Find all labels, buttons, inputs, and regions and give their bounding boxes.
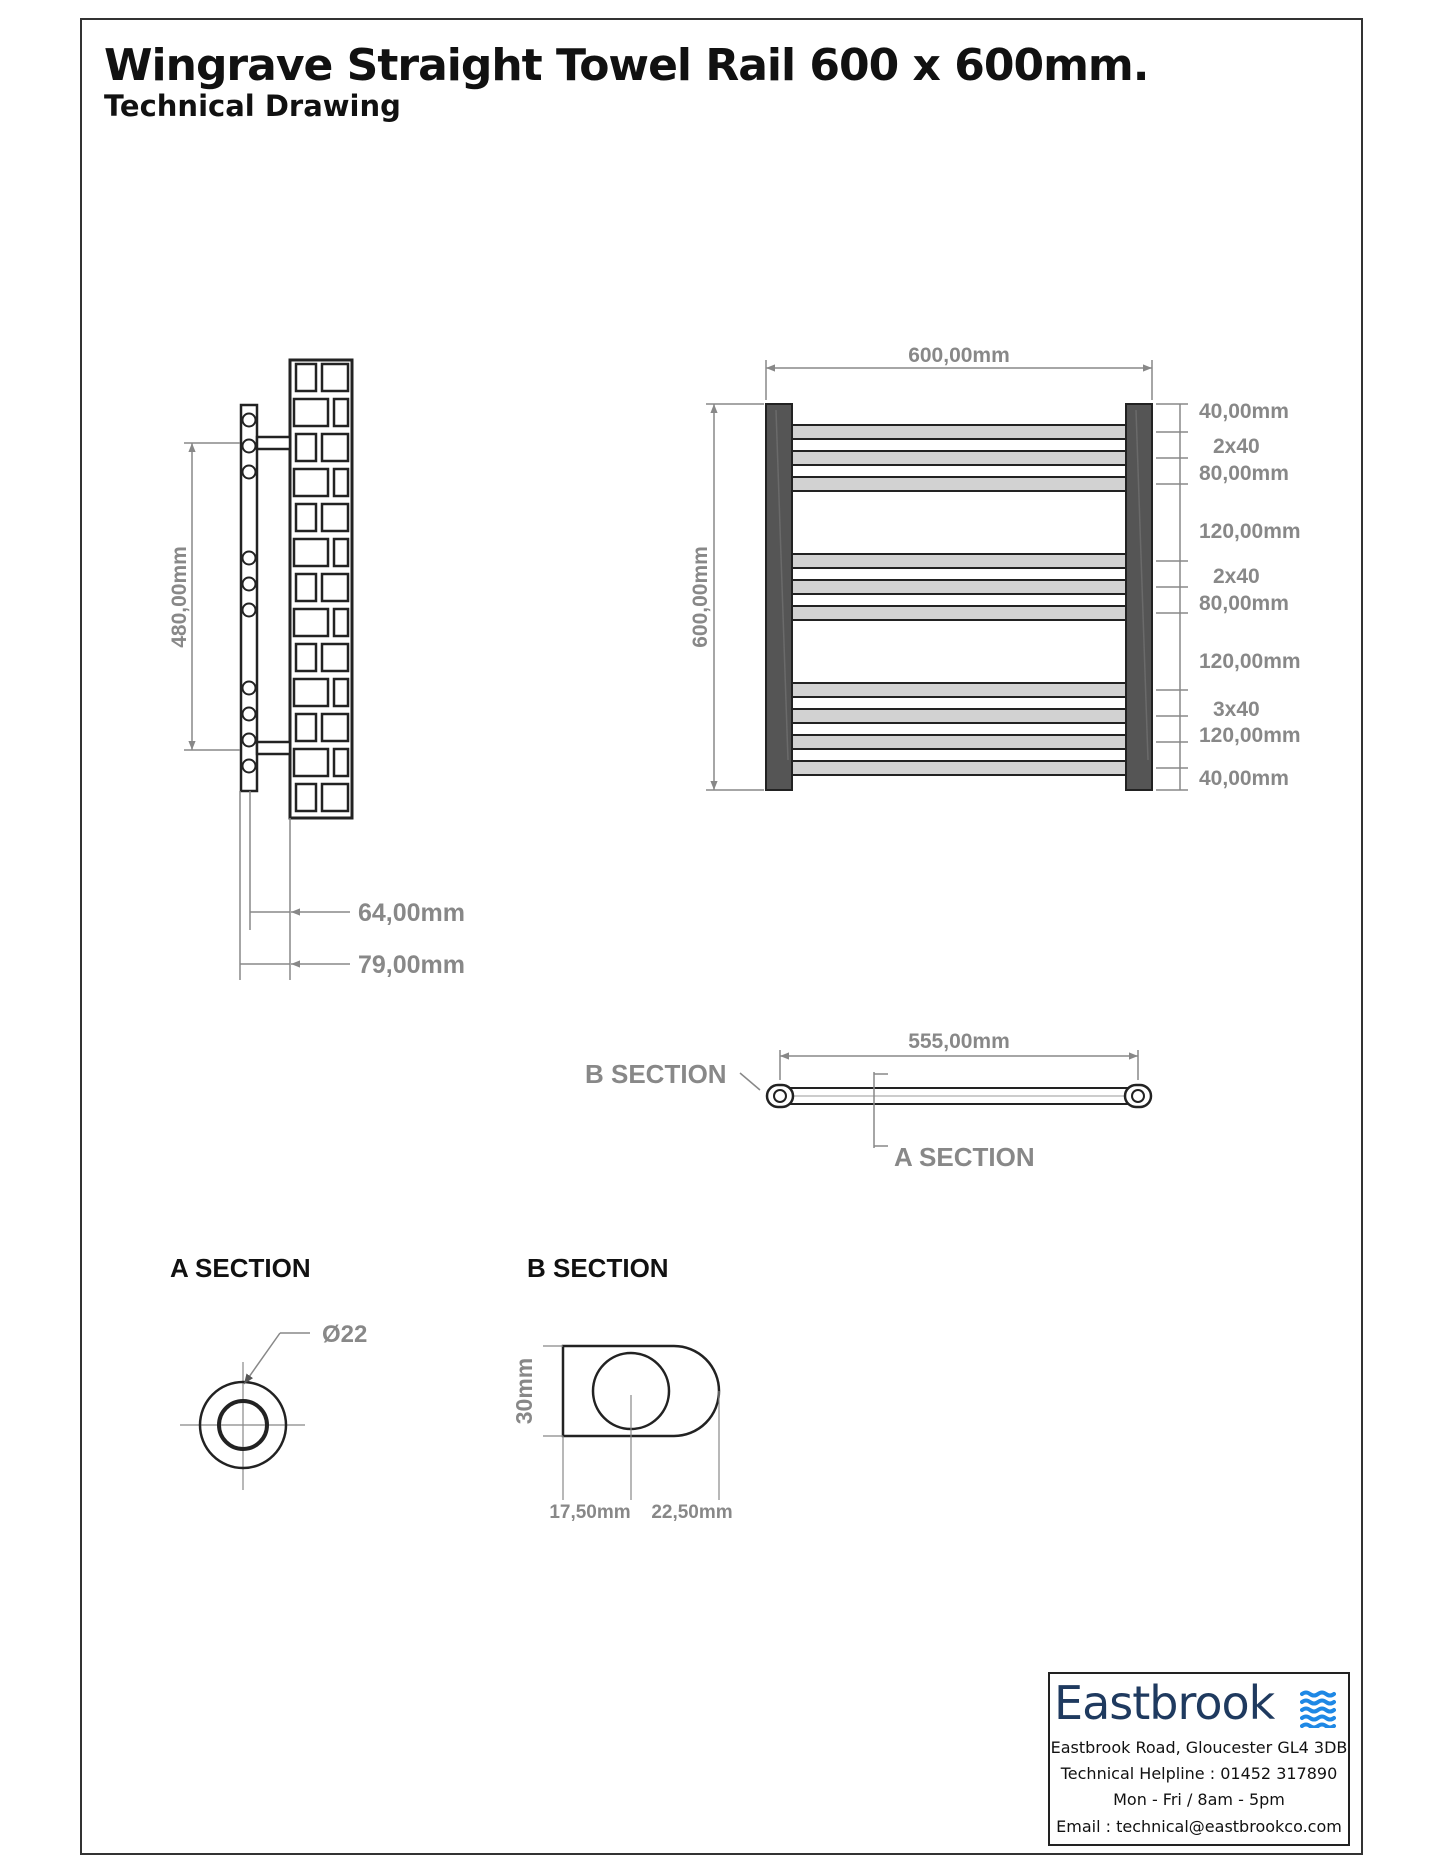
brick bbox=[322, 714, 348, 741]
wave-line bbox=[1302, 1701, 1334, 1704]
brick bbox=[294, 679, 328, 706]
right-upright bbox=[1126, 404, 1152, 790]
bolt-dot bbox=[243, 414, 256, 427]
brick bbox=[296, 434, 316, 461]
brick bbox=[334, 399, 348, 426]
section-b bbox=[511, 1253, 733, 1523]
wave-line bbox=[1302, 1725, 1334, 1728]
page-subtitle: Technical Drawing bbox=[104, 89, 401, 123]
brick bbox=[334, 679, 348, 706]
crossbar bbox=[790, 709, 1128, 723]
crossbar bbox=[790, 451, 1128, 465]
spacing-label: 3x40 bbox=[1213, 698, 1260, 721]
brick bbox=[296, 574, 316, 601]
spacing-label: 2x40 bbox=[1213, 435, 1260, 458]
brick bbox=[334, 469, 348, 496]
crossbar bbox=[790, 735, 1128, 749]
bolt-dot bbox=[243, 734, 256, 747]
crossbar bbox=[790, 580, 1128, 594]
spacing-label: 40,00mm bbox=[1199, 767, 1289, 790]
wave-line bbox=[1302, 1709, 1334, 1712]
section-b-title: B SECTION bbox=[527, 1253, 669, 1283]
bolt-dot bbox=[243, 604, 256, 617]
bolt-dot bbox=[243, 760, 256, 773]
brick bbox=[294, 749, 328, 776]
spacing-label: 2x40 bbox=[1213, 565, 1260, 588]
company-helpline: Technical Helpline : 01452 317890 bbox=[1060, 1764, 1338, 1783]
brick bbox=[294, 469, 328, 496]
brick bbox=[334, 609, 348, 636]
bolt-dot bbox=[243, 552, 256, 565]
top-b-callout: B SECTION bbox=[585, 1059, 727, 1089]
brick bbox=[322, 434, 348, 461]
spacing-label: 40,00mm bbox=[1199, 400, 1289, 423]
brick-wall bbox=[290, 360, 352, 818]
section-a bbox=[170, 1253, 367, 1490]
crossbar bbox=[790, 761, 1128, 775]
crossbar bbox=[790, 606, 1128, 620]
brick bbox=[294, 399, 328, 426]
side-height-label: 480,00mm bbox=[168, 546, 191, 648]
bolt-dot bbox=[243, 682, 256, 695]
top-a-callout: A SECTION bbox=[894, 1142, 1035, 1172]
brick bbox=[294, 539, 328, 566]
brick bbox=[296, 364, 316, 391]
crossbar bbox=[790, 425, 1128, 439]
section-b-dim-2: 22,50mm bbox=[651, 1502, 733, 1523]
brick bbox=[334, 749, 348, 776]
front-view bbox=[689, 344, 1301, 790]
brick bbox=[322, 574, 348, 601]
water-waves-icon bbox=[1300, 1688, 1336, 1728]
bolt-dot bbox=[243, 578, 256, 591]
lower-wall-bracket bbox=[257, 742, 290, 754]
brick bbox=[294, 609, 328, 636]
company-hours: Mon - Fri / 8am - 5pm bbox=[1113, 1790, 1285, 1809]
front-height-label: 600,00mm bbox=[689, 546, 712, 648]
spacing-label: 120,00mm bbox=[1199, 520, 1301, 543]
brick bbox=[296, 714, 316, 741]
brick bbox=[296, 644, 316, 671]
left-upright bbox=[766, 404, 792, 790]
brick bbox=[322, 364, 348, 391]
company-email: Email : technical@eastbrookco.com bbox=[1056, 1817, 1342, 1836]
section-a-title: A SECTION bbox=[170, 1253, 311, 1283]
brick bbox=[322, 784, 348, 811]
brick bbox=[334, 539, 348, 566]
company-name: Eastbrook bbox=[1054, 1676, 1275, 1730]
section-a-diameter: Ø22 bbox=[322, 1321, 368, 1348]
top-view bbox=[585, 1030, 1151, 1172]
spacing-label: 80,00mm bbox=[1199, 462, 1289, 485]
side-depth-inner-label: 64,00mm bbox=[358, 899, 466, 927]
spacing-label: 80,00mm bbox=[1199, 592, 1289, 615]
bolt-dot bbox=[243, 466, 256, 479]
brick bbox=[296, 784, 316, 811]
upper-wall-bracket bbox=[257, 437, 290, 449]
brick bbox=[322, 644, 348, 671]
side-depth-outer-label: 79,00mm bbox=[358, 951, 466, 979]
section-b-dim-1: 17,50mm bbox=[549, 1502, 631, 1523]
spacing-label: 120,00mm bbox=[1199, 724, 1301, 747]
wave-line bbox=[1302, 1717, 1334, 1720]
crossbar bbox=[790, 554, 1128, 568]
crossbar bbox=[790, 683, 1128, 697]
section-b-height: 30mm bbox=[511, 1357, 537, 1425]
company-address: Eastbrook Road, Gloucester GL4 3DB bbox=[1050, 1738, 1348, 1757]
company-logo bbox=[1050, 1678, 1348, 1734]
company-info-box bbox=[1048, 1672, 1350, 1846]
bolt-dot bbox=[243, 440, 256, 453]
brick bbox=[296, 504, 316, 531]
page-title: Wingrave Straight Towel Rail 600 x 600mm. bbox=[104, 40, 1149, 91]
wave-line bbox=[1302, 1693, 1334, 1696]
front-width-label: 600,00mm bbox=[908, 344, 1010, 367]
crossbar bbox=[790, 477, 1128, 491]
top-width-label: 555,00mm bbox=[908, 1030, 1010, 1053]
side-view bbox=[168, 360, 465, 980]
spacing-label: 120,00mm bbox=[1199, 650, 1301, 673]
bolt-dot bbox=[243, 708, 256, 721]
brick bbox=[322, 504, 348, 531]
